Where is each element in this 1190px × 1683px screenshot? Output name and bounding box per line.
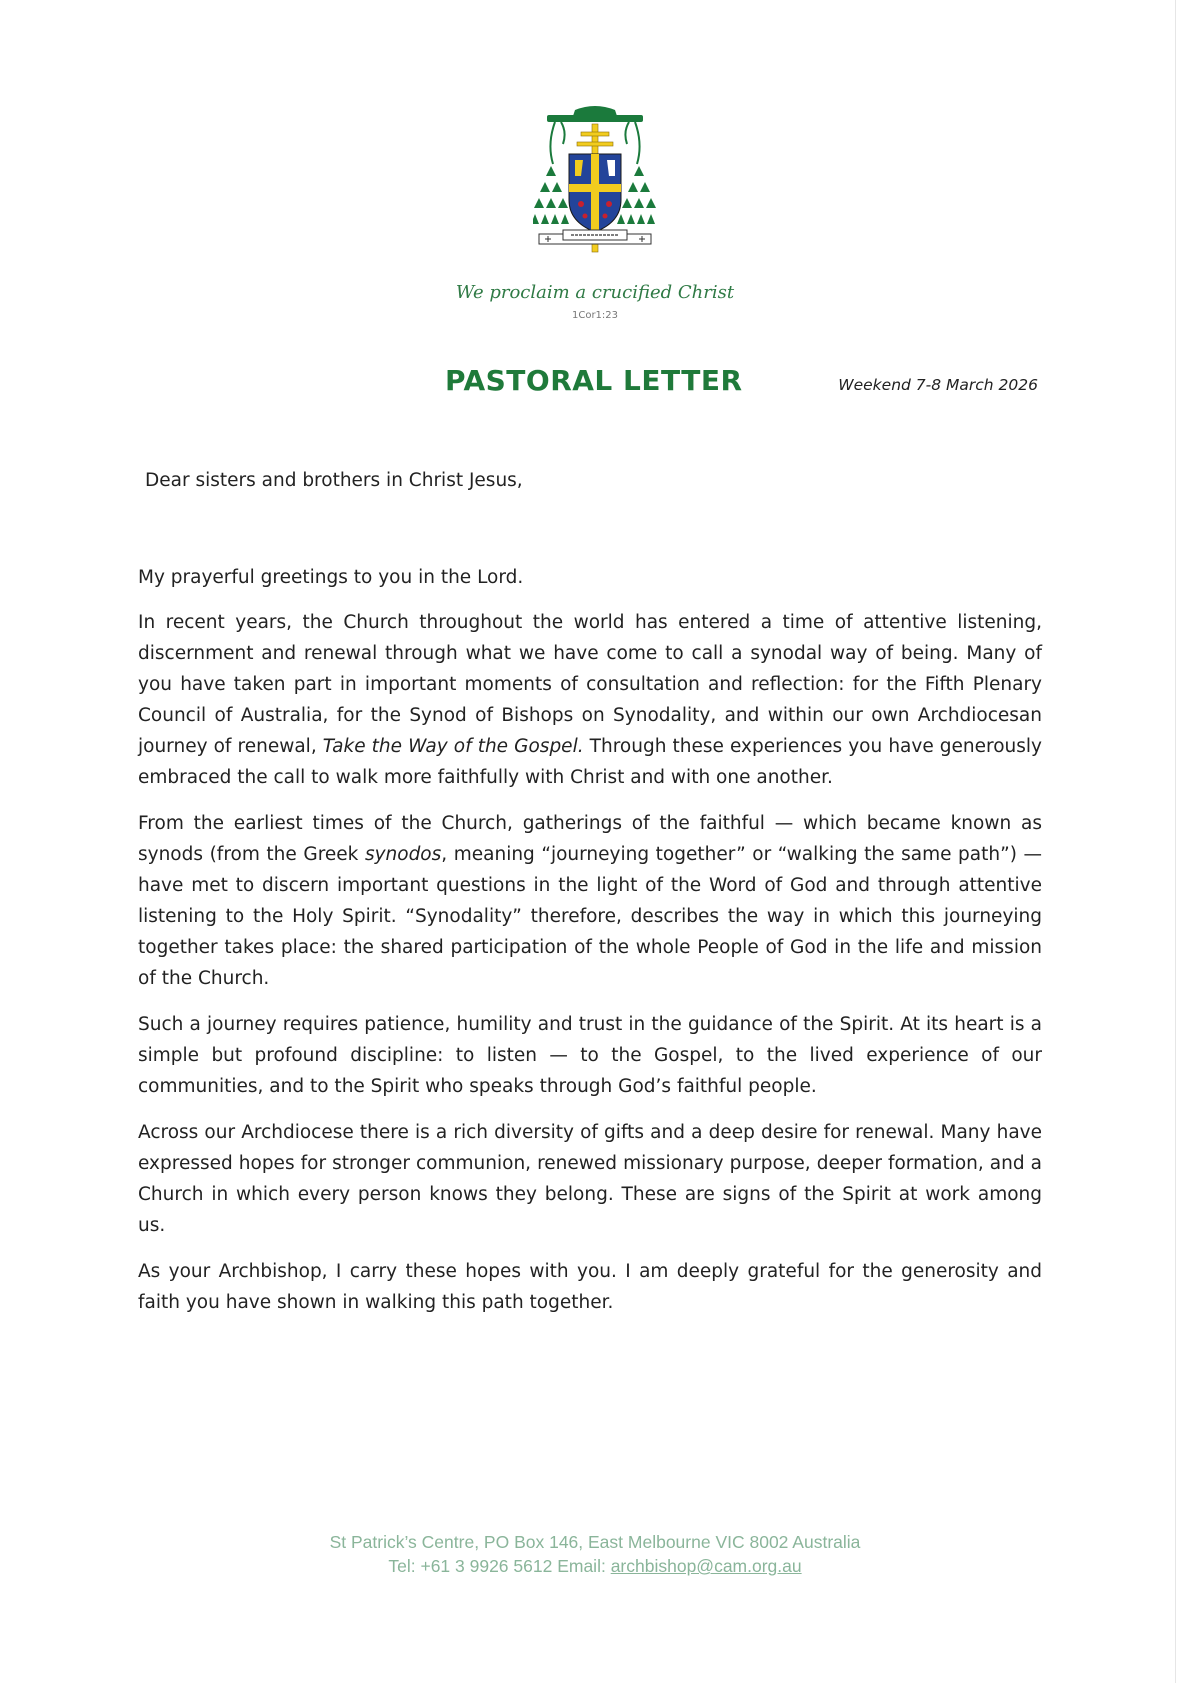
motto: We proclaim a crucified Christ <box>455 282 735 303</box>
shield <box>569 154 621 232</box>
letter-date: Weekend 7-8 March 2026 <box>838 376 1038 394</box>
page-title: PASTORAL LETTER <box>445 364 743 397</box>
tassels-right <box>617 166 656 224</box>
paragraph-2-italic: synodos <box>364 844 442 865</box>
salutation: Dear sisters and brothers in Christ Jesus, <box>145 470 523 491</box>
page-edge <box>1175 0 1176 1683</box>
footer-address: St Patrick’s Centre, PO Box 146, East Melbourne VIC 8002 Australia <box>329 1532 861 1552</box>
paragraph-1-italic: Take the Way of the Gospel. <box>322 736 584 757</box>
paragraph-2: From the earliest times of the Church, gatherings of the faithful — which became known as synods (from the Greek synodos, meaning “journeying together” or “walking the same path”) — have met to discern important questions in the light of the Word of God and through attentive listening to the Holy Spirit. “Synodality” therefore, describes the way in which this journeying together takes place: the shared participation of the whole People of God in the life and mission of the Church. <box>138 813 1042 989</box>
footer-tel: Tel: +61 3 9926 5612 Email: <box>388 1556 611 1576</box>
letter-body <box>138 562 1042 1333</box>
greeting: My prayerful greetings to you in the Lord. <box>138 567 524 588</box>
coat-of-arms <box>533 104 657 269</box>
paragraph-1: In recent years, the Church throughout the world has entered a time of attentive listening, discernment and renewal through what we have come to call a synodal way of being. Many of you have taken part in important moments of consultation and reflection: for the Fifth Plenary Council of Australia, for the Synod of Bishops on Synodality, and within our own Archdiocesan journey of renewal, Take the Way of the Gospel. Through these experiences you have generously embraced the call to walk more faithfully with Christ and with one another. <box>138 612 1043 788</box>
galero-hat <box>547 106 643 122</box>
footer-contact <box>0 1554 1190 1578</box>
footer <box>0 1530 1190 1578</box>
motto-reference: 1Cor1:23 <box>571 310 619 321</box>
paragraph-5: As your Archbishop, I carry these hopes with you. I am deeply grateful for the generosity and faith you have shown in walking this path together. <box>138 1261 1042 1313</box>
paragraph-3: Such a journey requires patience, humility and trust in the guidance of the Spirit. At its heart is a simple but profound discipline: to listen — to the Gospel, to the lived experience of our communities, and to the Spirit who speaks through God’s faithful people. <box>138 1014 1042 1097</box>
email-link[interactable]: archbishop@cam.org.au <box>610 1556 802 1576</box>
paragraph-4: Across our Archdiocese there is a rich diversity of gifts and a deep desire for renewal. Many have expressed hopes for stronger communion, renewed missionary purpose, deeper formation, and a Church in which every person knows they belong. These are signs of the Spirit at work among us. <box>138 1122 1042 1236</box>
motto-scroll <box>539 230 651 244</box>
tassels-left <box>533 166 569 224</box>
